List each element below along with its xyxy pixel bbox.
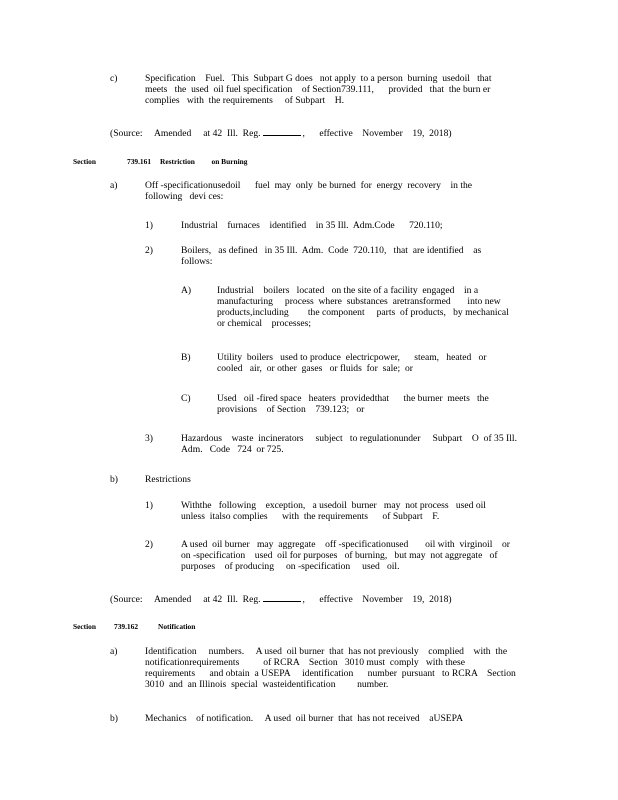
item-3-text bbox=[181, 433, 517, 455]
item-1-text: Industrial furnaces identified in 35 Ill. Adm.Code 720.110; bbox=[181, 220, 443, 231]
text-line: follows: bbox=[181, 256, 213, 267]
text-line: complies with the requirements of Subpart H. bbox=[145, 95, 345, 106]
text-line: following devi ces: bbox=[145, 191, 224, 202]
section-title: Notification bbox=[158, 622, 196, 631]
text-line: notificationrequirements of RCRA Section 3010 must comply with these bbox=[145, 657, 466, 668]
text-line: meets the used oil fuel specification of Section739.111, provided that the burn er bbox=[145, 84, 491, 95]
item-label-2: 2) bbox=[145, 245, 153, 256]
section-title: Restriction on Burning bbox=[160, 157, 248, 166]
text-line: provisions of Section 739.123; or bbox=[217, 404, 365, 415]
text-line: Withthe following exception, a usedoil burner may not process used oil bbox=[181, 500, 486, 511]
item-label-1: 1) bbox=[145, 220, 153, 231]
subitem-label-C: C) bbox=[181, 393, 191, 404]
subsection-label-b: b) bbox=[110, 713, 118, 724]
subsection-label-a: a) bbox=[110, 180, 118, 191]
text-line: Hazardous waste incinerators subject to regulationunder Subpart O of 35 Ill. bbox=[181, 433, 517, 444]
subitem-C-text bbox=[217, 393, 489, 415]
item-label-2: 2) bbox=[145, 539, 153, 550]
source-prefix: (Source: Amended at 42 Ill. Reg. bbox=[110, 128, 261, 139]
item-2-text bbox=[181, 245, 481, 267]
source-note bbox=[110, 127, 452, 139]
text-line: Utility boilers used to produce electricpower, steam, heated or bbox=[217, 352, 487, 363]
text-line: Boilers, as defined in 35 Ill. Adm. Code 720.110, that are identified as bbox=[181, 245, 482, 256]
notification-a-text bbox=[145, 646, 516, 690]
text-line: cooled air, or other gases or fluids for sale; or bbox=[217, 363, 413, 374]
subsection-a-text bbox=[145, 180, 472, 202]
subsection-b-text: Restrictions bbox=[145, 474, 191, 485]
section-word: Section bbox=[73, 622, 96, 631]
text-line: products,including the component parts of products, by mechanical bbox=[217, 307, 509, 318]
blank-underline bbox=[263, 127, 301, 136]
source-prefix: (Source: Amended at 42 Ill. Reg. bbox=[110, 594, 261, 605]
subsection-label-c: c) bbox=[110, 73, 118, 84]
text-line: purposes of producing on -specification used oil. bbox=[181, 561, 400, 572]
subitem-label-A: A) bbox=[181, 285, 192, 296]
source-suffix: , effective November 19, 2018) bbox=[302, 594, 452, 605]
item-b2-text bbox=[181, 539, 510, 572]
subsection-label-a: a) bbox=[110, 646, 118, 657]
item-b1-text bbox=[181, 500, 486, 522]
subsection-label-b: b) bbox=[110, 474, 118, 485]
text-line: Off -specificationusedoil fuel may only be burned for energy recovery in the bbox=[145, 180, 473, 191]
text-line: or chemical processes; bbox=[217, 318, 312, 329]
blank-underline bbox=[263, 593, 301, 602]
text-line: 3010 and an Illinois special wasteidentification number. bbox=[145, 679, 389, 690]
section-number: 739.161 bbox=[127, 157, 152, 166]
source-suffix: , effective November 19, 2018) bbox=[302, 128, 452, 139]
text-line: Specification Fuel. This Subpart G does not apply to a person burning usedoil that bbox=[145, 73, 492, 84]
subitem-A-text bbox=[217, 285, 509, 329]
text-line: Used oil -fired space heaters providedthat the burner meets the bbox=[217, 393, 489, 404]
source-note bbox=[110, 593, 452, 605]
text-line: on -specification used oil for purposes of burning, but may not aggregate of bbox=[181, 550, 498, 561]
text-line: unless italso complies with the requirements of Subpart F. bbox=[181, 511, 440, 522]
text-line: manufacturing process where substances aretransformed into new bbox=[217, 296, 501, 307]
section-word: Section bbox=[73, 157, 96, 166]
text-line: Identification numbers. A used oil burner that has not previously complied with the bbox=[145, 646, 508, 657]
subitem-label-B: B) bbox=[181, 352, 191, 363]
section-number: 739.162 bbox=[114, 622, 139, 631]
notification-b-text: Mechanics of notification. A used oil burner that has not received aUSEPA bbox=[145, 713, 464, 724]
text-line: Industrial boilers located on the site of a facility engaged in a bbox=[217, 285, 479, 296]
subsection-c-text bbox=[145, 73, 492, 106]
text-line: requirements and obtain a USEPA identification number pursuant to RCRA Section bbox=[145, 668, 516, 679]
text-line: A used oil burner may aggregate off -specificationused oil with virginoil or bbox=[181, 539, 510, 550]
item-label-3: 3) bbox=[145, 433, 153, 444]
text-line: Adm. Code 724 or 725. bbox=[181, 444, 284, 455]
item-label-1: 1) bbox=[145, 500, 153, 511]
subitem-B-text bbox=[217, 352, 487, 374]
